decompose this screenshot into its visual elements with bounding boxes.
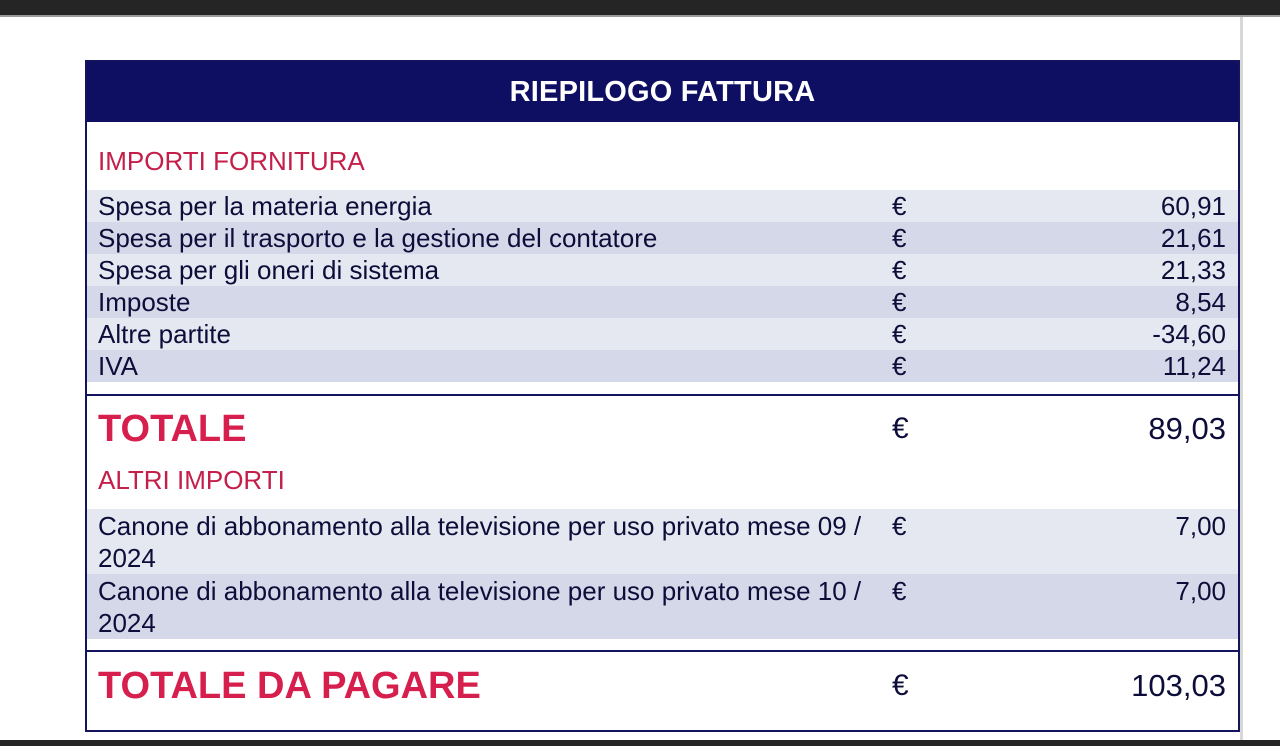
totale-label: TOTALE: [98, 408, 247, 450]
row-currency: €: [892, 191, 907, 221]
table-row: [87, 350, 1238, 382]
page-right-edge: [1240, 17, 1243, 740]
row-label: Imposte: [98, 287, 191, 317]
section-title-fornitura: IMPORTI FORNITURA: [98, 146, 365, 176]
table-row: [87, 509, 1238, 574]
row-value: -34,60: [1152, 319, 1226, 349]
section-title-altri: ALTRI IMPORTI: [98, 465, 285, 495]
divider: [87, 394, 1238, 396]
row-value: 21,61: [1160, 223, 1226, 253]
row-currency: €: [892, 319, 907, 349]
row-currency: €: [892, 287, 907, 317]
row-currency: €: [892, 255, 907, 285]
row-label: Spesa per la materia energia: [98, 191, 432, 221]
table-row: [87, 318, 1238, 350]
totale-currency: €: [892, 412, 909, 445]
row-value: 8,54: [1175, 287, 1226, 317]
row-currency: €: [892, 351, 907, 381]
totale-da-pagare-currency: €: [892, 669, 909, 702]
row-value: 7,00: [1175, 576, 1226, 606]
totale-value: 89,03: [1148, 411, 1226, 446]
divider: [87, 650, 1238, 652]
invoice-header: [87, 62, 1238, 122]
table-row: [87, 574, 1238, 639]
row-label: Spesa per gli oneri di sistema: [98, 255, 440, 285]
row-currency: €: [892, 223, 907, 253]
window-top-bar: [0, 0, 1280, 17]
altri-rows: [87, 509, 1238, 639]
top-bar-line: [0, 15, 1280, 17]
invoice-summary: [85, 60, 1240, 732]
totale-da-pagare-label: TOTALE DA PAGARE: [98, 665, 481, 707]
row-currency: €: [892, 576, 907, 606]
row-label: Canone di abbonamento alla televisione per uso privato mese 10 / 2024: [98, 576, 862, 638]
totale-row: [87, 409, 1238, 449]
row-label: Canone di abbonamento alla televisione per uso privato mese 09 / 2024: [98, 511, 862, 573]
table-row: [87, 286, 1238, 318]
row-value: 7,00: [1175, 511, 1226, 541]
totale-da-pagare-row: [87, 666, 1238, 706]
table-row: [87, 254, 1238, 286]
row-value: 60,91: [1160, 191, 1226, 221]
totale-da-pagare-value: 103,03: [1131, 668, 1226, 703]
window-bottom-bar: [0, 740, 1280, 746]
invoice-title: RIEPILOGO FATTURA: [509, 75, 816, 108]
fornitura-rows: [87, 190, 1238, 382]
table-row: [87, 222, 1238, 254]
row-value: 21,33: [1160, 255, 1226, 285]
row-value: 11,24: [1162, 351, 1226, 381]
row-label: Spesa per il trasporto e la gestione del contatore: [98, 223, 658, 253]
table-row: [87, 190, 1238, 222]
row-currency: €: [892, 511, 907, 541]
row-label: Altre partite: [98, 319, 231, 349]
row-label: IVA: [98, 351, 138, 381]
